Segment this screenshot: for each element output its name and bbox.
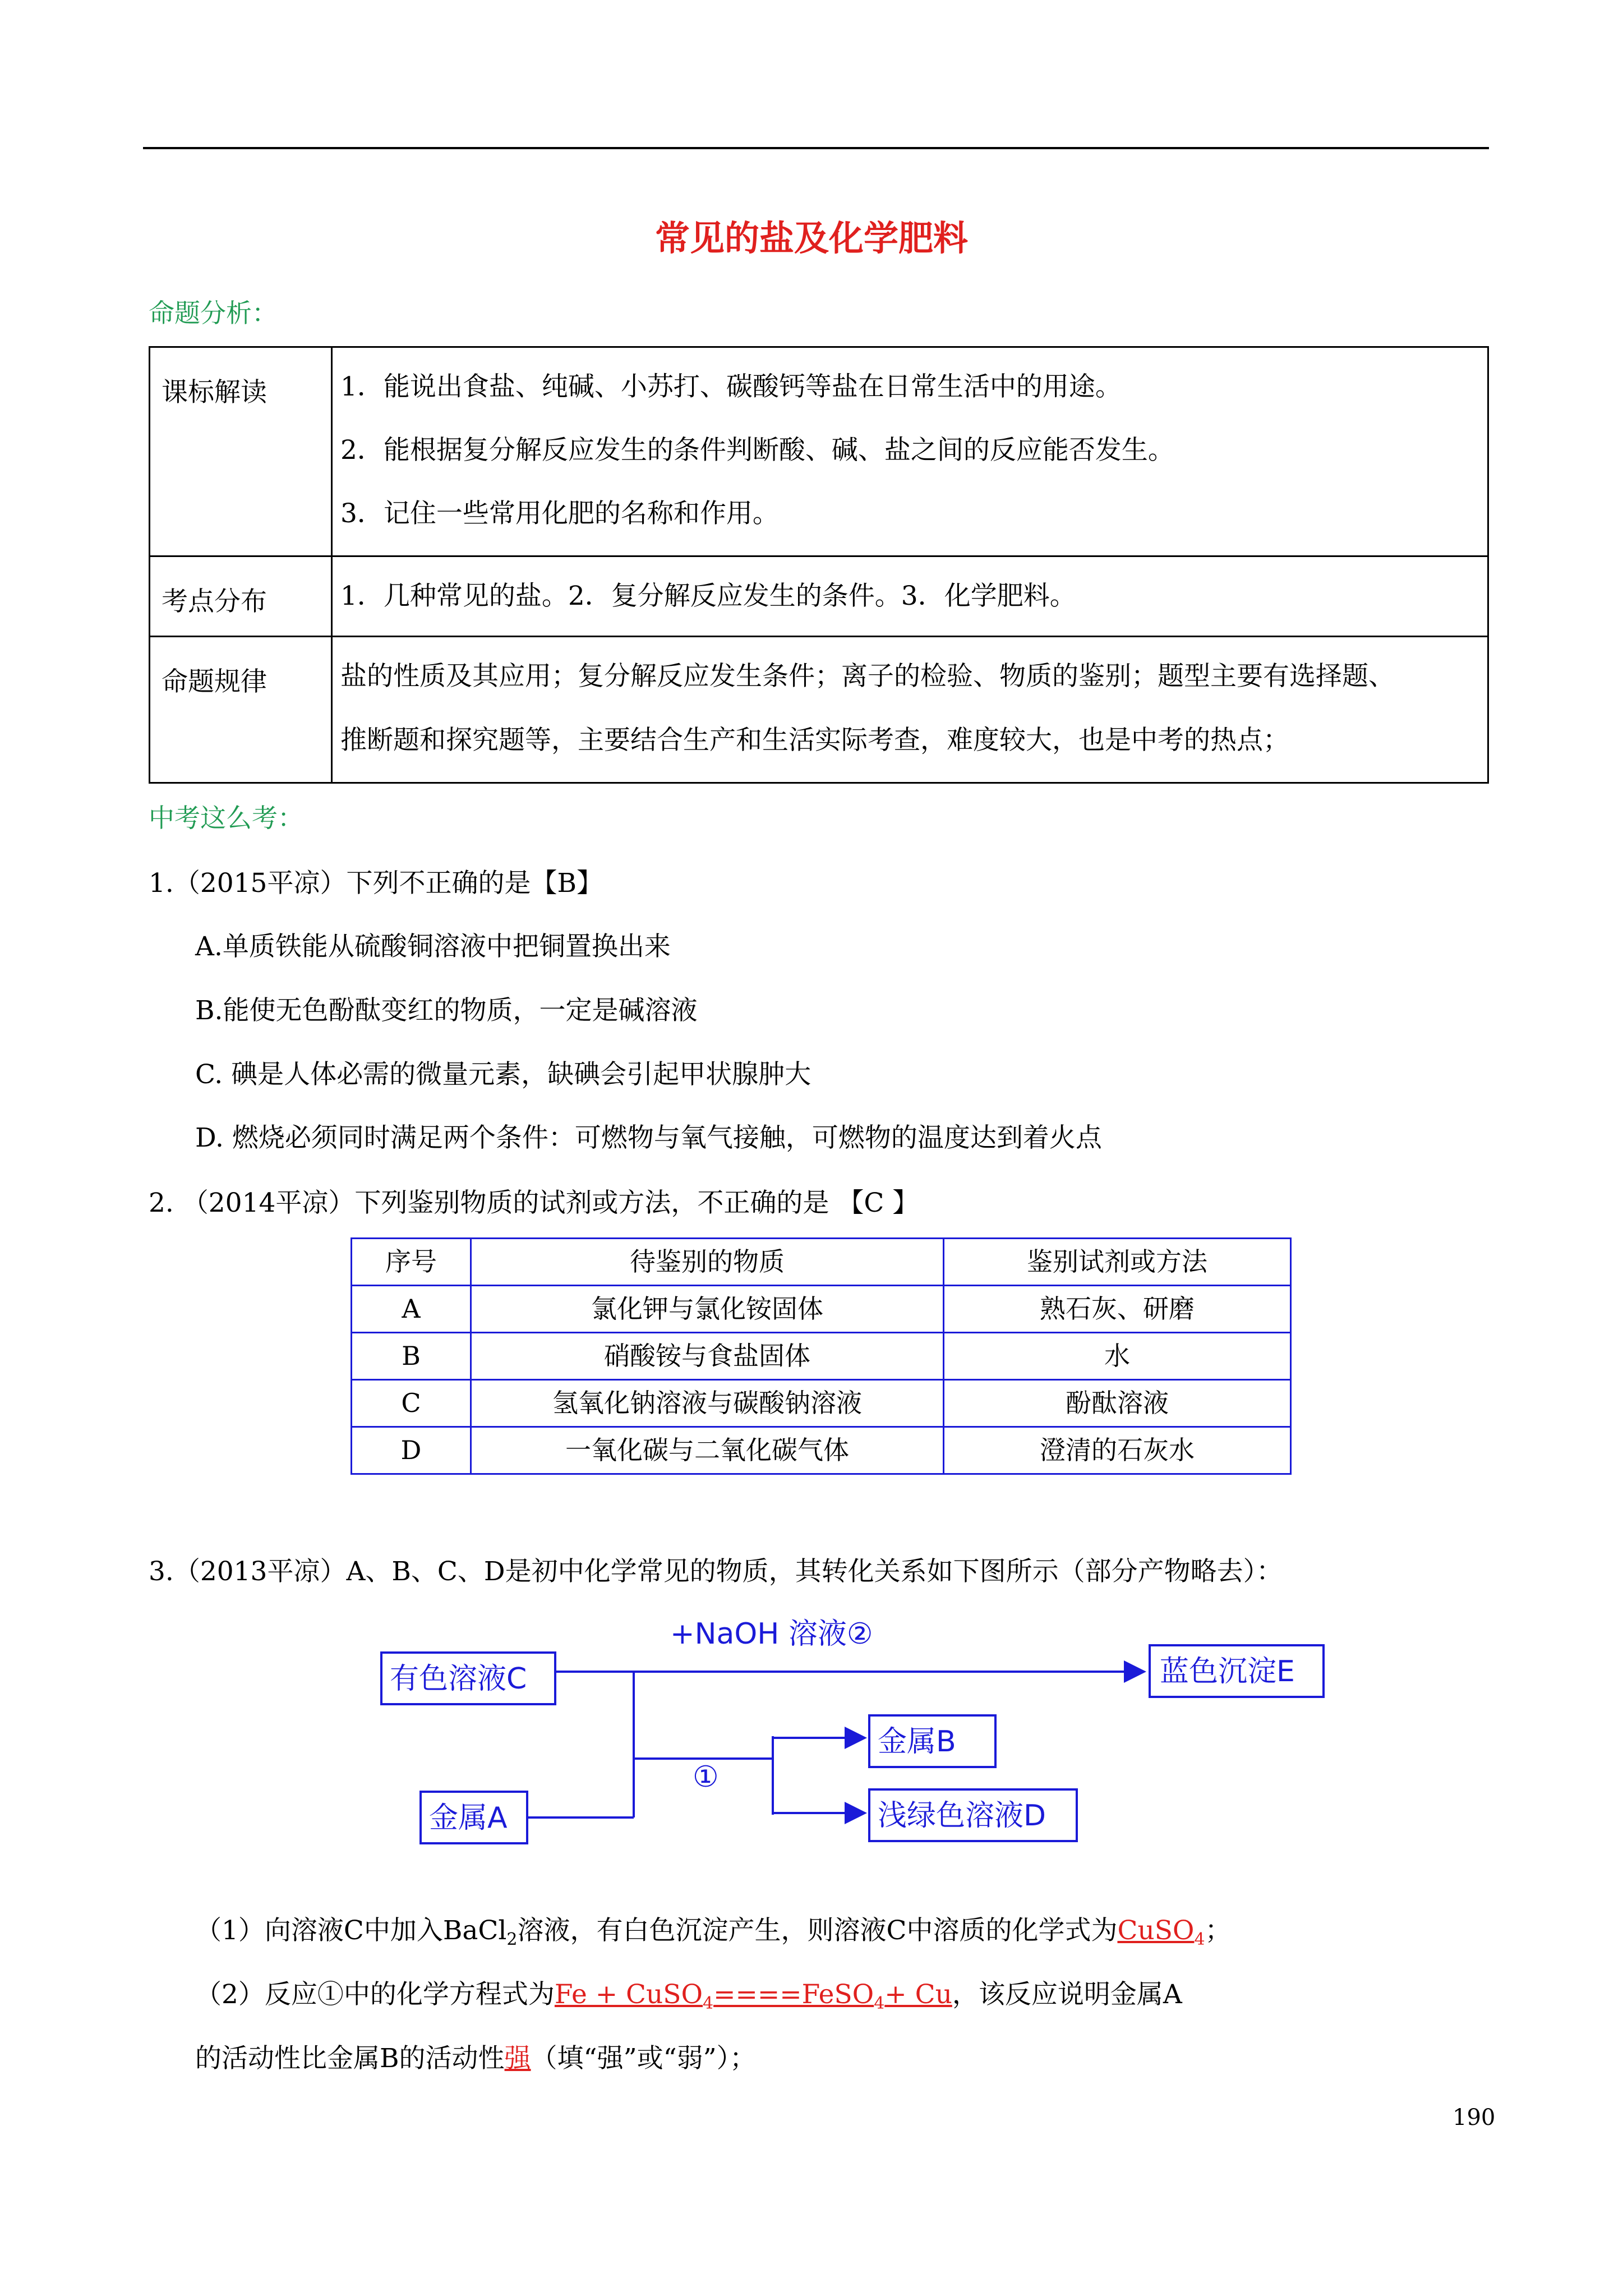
page-title: 常见的盐及化学肥料 <box>654 218 968 259</box>
analysis-table <box>149 346 1489 784</box>
q3-part3-suffix: （填“强”或“弱”）； <box>531 2043 757 2074</box>
analysis-row <box>150 637 1488 783</box>
table-cell: 酚酞溶液 <box>944 1380 1291 1427</box>
box-a-label: 金属A <box>429 1801 508 1835</box>
q3-part3-answer: 强 <box>504 2043 531 2074</box>
page-number: 190 <box>1453 2105 1496 2131</box>
naoh-label: +NaOH 溶液② <box>670 1617 873 1651</box>
analysis-content <box>332 556 1488 637</box>
table-header-cell: 待鉴别的物质 <box>471 1239 944 1286</box>
equation-part: + Cu <box>884 1979 952 2010</box>
q3-part1-answer <box>1117 1915 1205 1949</box>
box-c-label: 有色溶液C <box>390 1662 527 1696</box>
analysis-line: 推断题和探究题等，主要结合生产和生活实际考查，难度较大，也是中考的热点； <box>340 725 1289 756</box>
analysis-line: 1．能说出食盐、纯碱、小苏打、碳酸钙等盐在日常生活中的用途。 <box>340 371 1122 402</box>
analysis-content <box>332 347 1488 556</box>
q3-part3 <box>195 2041 756 2077</box>
box-d-label: 浅绿色溶液D <box>878 1799 1046 1833</box>
header-rule <box>143 147 1489 149</box>
table-cell: 水 <box>944 1333 1291 1380</box>
transformation-diagram <box>365 1610 1346 1868</box>
analysis-row <box>150 347 1488 556</box>
q1-option: D. 燃烧必须同时满足两个条件：可燃物与氧气接触，可燃物的温度达到着火点 <box>195 1122 1102 1153</box>
table-header-row <box>352 1239 1291 1286</box>
section-exam-heading: 中考这么考： <box>149 803 303 833</box>
table-row <box>352 1286 1291 1333</box>
equation-sub: 4 <box>874 1994 885 2013</box>
q3-part1-prefix: （1）向溶液C中加入BaCl <box>195 1915 507 1946</box>
section-analysis-heading: 命题分析： <box>149 298 278 328</box>
q1-option: B.能使无色酚酞变红的物质，一定是碱溶液 <box>195 995 698 1026</box>
q3-part1-suffix: ； <box>1205 1915 1232 1946</box>
table-cell: C <box>352 1380 471 1427</box>
table-cell: B <box>352 1333 471 1380</box>
table-cell: 氯化钾与氯化铵固体 <box>471 1286 944 1333</box>
analysis-line: 盐的性质及其应用；复分解反应发生条件；离子的检验、物质的鉴别；题型主要有选择题、 <box>340 661 1395 692</box>
q3-part2 <box>195 1977 1182 2022</box>
table-row <box>352 1380 1291 1427</box>
box-b-label: 金属B <box>878 1725 956 1759</box>
table-row <box>352 1333 1291 1380</box>
table-cell: 澄清的石灰水 <box>944 1427 1291 1474</box>
analysis-content <box>332 637 1488 783</box>
q3-part2-answer <box>554 1979 952 2013</box>
q3-part1-mid: 溶液，有白色沉淀产生，则溶液C中溶质的化学式为 <box>517 1915 1118 1946</box>
box-e-label: 蓝色沉淀E <box>1160 1655 1295 1688</box>
equation-part: ====FeSO <box>713 1979 874 2010</box>
table-header-cell: 序号 <box>352 1239 471 1286</box>
q1-option: C. 碘是人体必需的微量元素，缺碘会引起甲状腺肿大 <box>195 1059 811 1090</box>
table-cell: D <box>352 1427 471 1474</box>
identification-table <box>351 1237 1292 1475</box>
q3-part1 <box>195 1913 1232 1958</box>
table-row <box>352 1427 1291 1474</box>
equation-sub: 4 <box>702 1994 714 2013</box>
equation-part: Fe + CuSO <box>554 1979 703 2010</box>
analysis-label: 命题规律 <box>150 637 332 783</box>
analysis-line: 3．记住一些常用化肥的名称和作用。 <box>340 498 779 529</box>
answer-formula-sub: 4 <box>1194 1930 1205 1949</box>
q3-part2-suffix: ，该反应说明金属A <box>952 1979 1182 2010</box>
analysis-line: 2．能根据复分解反应发生的条件判断酸、碱、盐之间的反应能否发生。 <box>340 435 1174 466</box>
q3-part2-prefix: （2）反应①中的化学方程式为 <box>195 1979 555 2010</box>
table-cell: A <box>352 1286 471 1333</box>
table-header-cell: 鉴别试剂或方法 <box>944 1239 1291 1286</box>
analysis-label: 考点分布 <box>150 556 332 637</box>
table-cell: 一氧化碳与二氧化碳气体 <box>471 1427 944 1474</box>
table-cell: 硝酸铵与食盐固体 <box>471 1333 944 1380</box>
q3-part3-prefix: 的活动性比金属B的活动性 <box>195 2043 505 2074</box>
analysis-row <box>150 556 1488 637</box>
table-cell: 氢氧化钠溶液与碳酸钠溶液 <box>471 1380 944 1427</box>
analysis-label: 课标解读 <box>150 347 332 556</box>
answer-formula: CuSO <box>1117 1915 1195 1946</box>
q3-stem: 3.（2013平凉）A、B、C、D是初中化学常见的物质，其转化关系如下图所示（部分产物略去）： <box>149 1556 1283 1587</box>
analysis-line: 1．几种常见的盐。2．复分解反应发生的条件。3．化学肥料。 <box>340 581 1076 611</box>
q1-stem: 1.（2015平凉）下列不正确的是【B】 <box>149 868 603 899</box>
q2-stem: 2. （2014平凉）下列鉴别物质的试剂或方法，不正确的是 【C 】 <box>149 1188 919 1218</box>
reaction-1-label: ① <box>693 1760 719 1794</box>
q3-part1-sub: 2 <box>506 1930 518 1949</box>
q1-option: A.单质铁能从硫酸铜溶液中把铜置换出来 <box>195 931 671 962</box>
table-cell: 熟石灰、研磨 <box>944 1286 1291 1333</box>
